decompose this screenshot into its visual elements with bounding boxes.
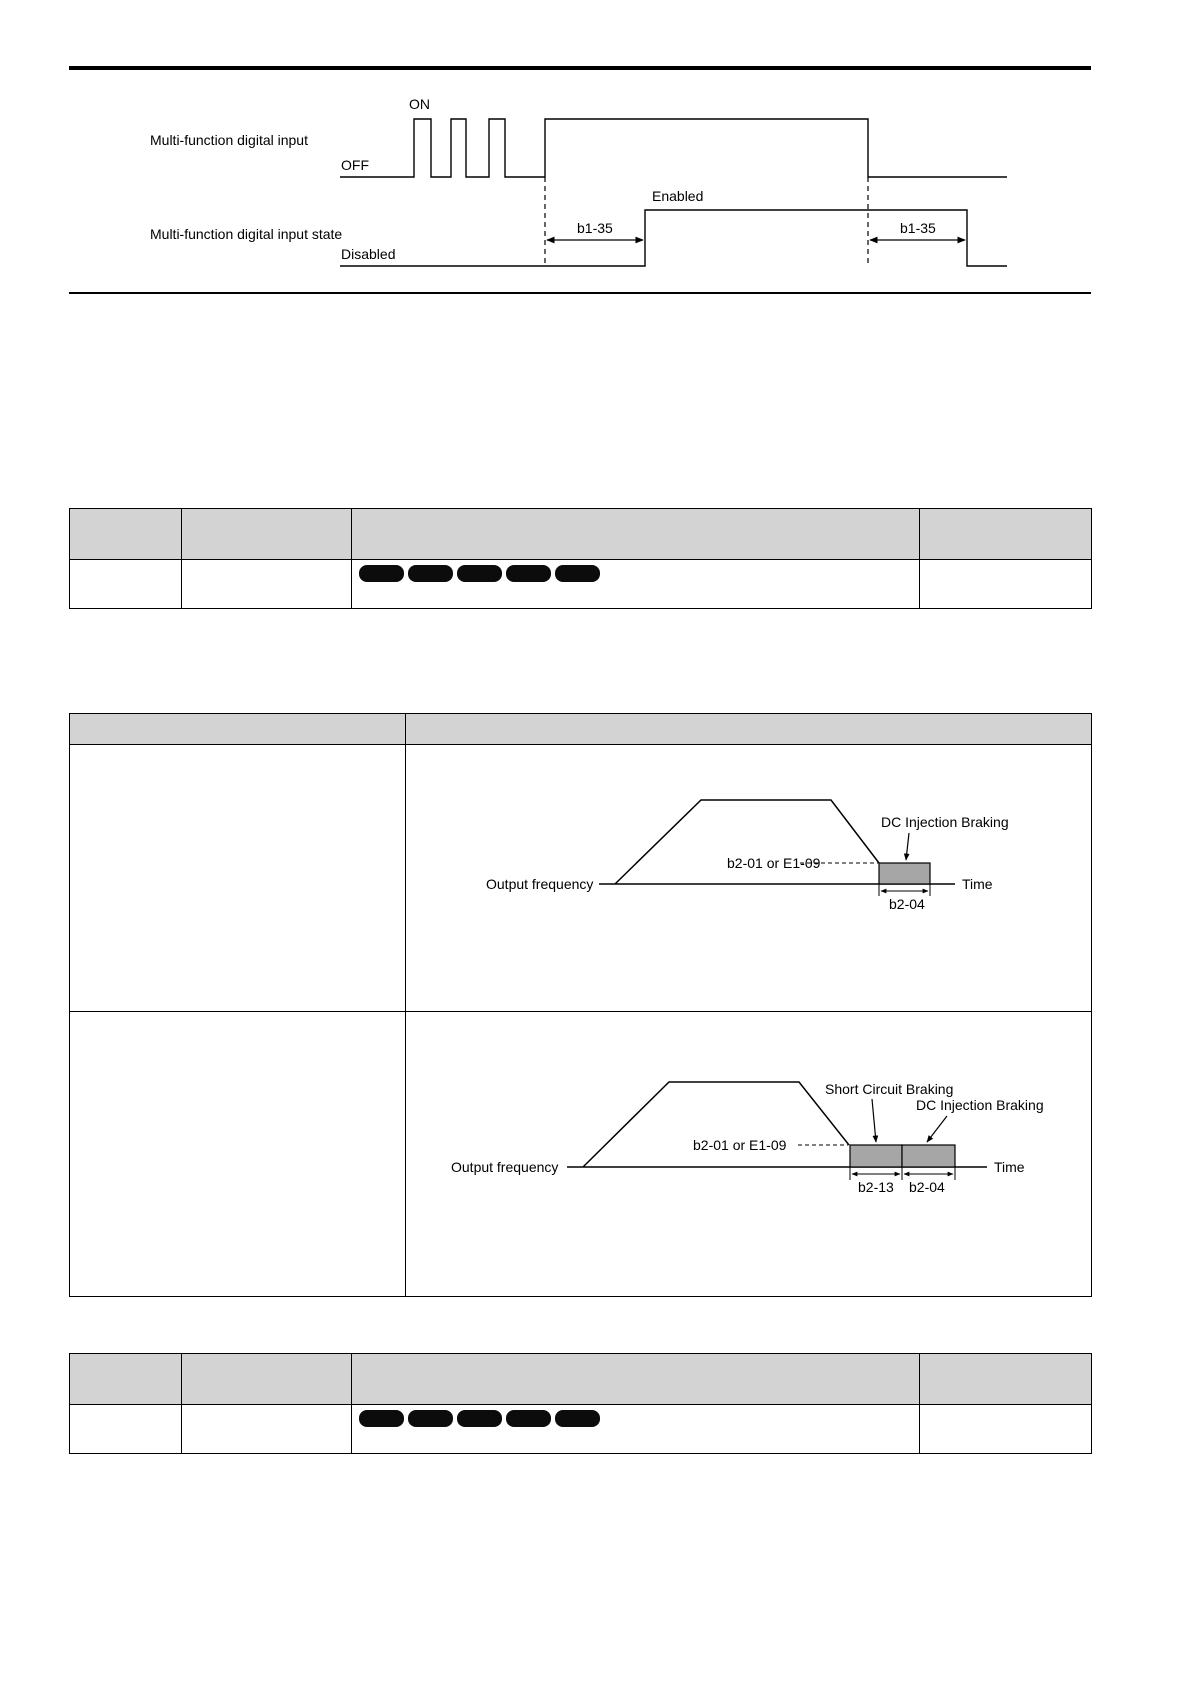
input-waveform [340,119,1007,177]
short-circuit-braking-diagram [406,1012,1090,1295]
dc-braking-label: DC Injection Braking [916,1097,1044,1113]
control-mode-badge [506,565,551,582]
disabled-label: Disabled [341,246,396,262]
table-cell [182,1405,352,1454]
control-mode-badge [359,565,404,582]
short-circuit-braking-block [850,1145,902,1167]
threshold-label: b2-01 or E1-09 [693,1137,787,1153]
dc-duration-label: b2-04 [909,1179,945,1195]
delay-label-right: b1-35 [900,220,936,236]
header-cell [70,1354,182,1405]
control-mode-badge [555,565,600,582]
dc-braking-block [902,1145,955,1167]
short-circuit-pointer [872,1099,876,1142]
settings-header-row [70,714,1092,745]
header-cell [70,714,406,745]
control-mode-badge [457,565,502,582]
setting-diagram-cell [406,1012,1092,1297]
timing-diagram [0,80,1191,290]
table-cell [920,1405,1092,1454]
dc-braking-pointer [927,1116,947,1142]
control-mode-badge [408,565,453,582]
header-cell [920,1354,1092,1405]
setting-description [70,745,406,1012]
short-duration-label: b2-13 [858,1179,894,1195]
delay-label-left: b1-35 [577,220,613,236]
header-cell [70,509,182,560]
duration-label: b2-04 [889,896,925,912]
figure-bottom-rule [69,292,1091,294]
table-row [70,560,1092,609]
short-circuit-braking-label: Short Circuit Braking [825,1081,954,1097]
parameter-table-2 [69,1353,1092,1454]
control-mode-badge [359,1410,404,1427]
state-waveform [340,210,1007,266]
on-label: ON [409,96,430,112]
table-row [70,745,1092,1012]
control-mode-badges [352,560,919,582]
output-frequency-label: Output frequency [486,876,594,892]
table-cell [70,560,182,609]
control-mode-badge [408,1410,453,1427]
output-frequency-label: Output frequency [451,1159,559,1175]
frequency-profile [583,1082,849,1167]
table-cell [920,560,1092,609]
input-label: Multi-function digital input [150,132,308,148]
table-cell [352,1405,920,1454]
time-label: Time [994,1159,1025,1175]
braking-label: DC Injection Braking [881,814,1009,830]
table-header-row [70,1354,1092,1405]
table-row [70,1012,1092,1297]
parameter-table-1 [69,508,1092,609]
table-cell [70,1405,182,1454]
state-label: Multi-function digital input state [150,226,343,242]
dc-braking-block [879,863,930,884]
frequency-profile [615,800,879,884]
braking-pointer [906,833,909,860]
settings-table [69,713,1092,1297]
dc-injection-braking-diagram [406,745,1090,1010]
time-label: Time [962,876,993,892]
header-cell [406,714,1092,745]
header-cell [182,509,352,560]
threshold-label: b2-01 or E1-09 [727,855,821,871]
setting-description [70,1012,406,1297]
off-label: OFF [341,157,369,173]
table-cell [182,560,352,609]
control-mode-badge [506,1410,551,1427]
figure-top-rule [69,66,1091,70]
header-cell [182,1354,352,1405]
header-cell [352,509,920,560]
table-header-row [70,509,1092,560]
control-mode-badge [457,1410,502,1427]
header-cell [920,509,1092,560]
control-mode-badge [555,1410,600,1427]
header-cell [352,1354,920,1405]
enabled-label: Enabled [652,188,704,204]
table-row [70,1405,1092,1454]
control-mode-badges [352,1405,919,1427]
table-cell [352,560,920,609]
setting-diagram-cell [406,745,1092,1012]
